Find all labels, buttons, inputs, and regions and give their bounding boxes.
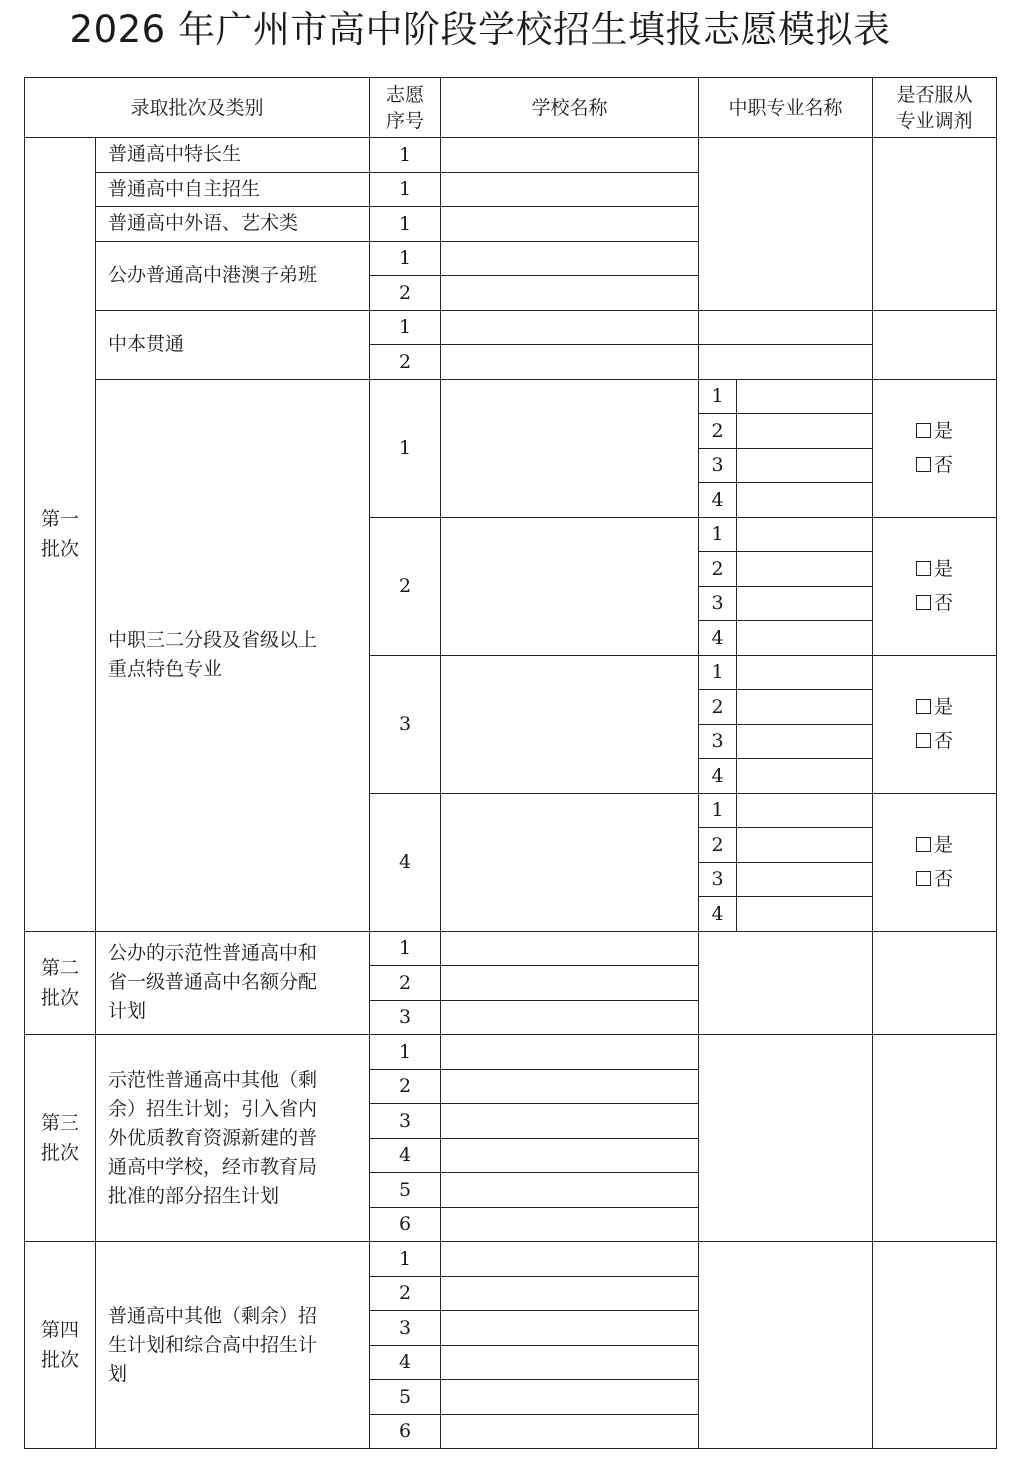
checkbox-no[interactable] [916, 457, 931, 472]
category-quota-line3: 计划 [108, 1000, 147, 1023]
category-third-line3: 外优质教育资源新建的普 [108, 1126, 318, 1149]
category-third-line5: 批准的部分招生计划 [108, 1184, 280, 1207]
option-no[interactable] [873, 586, 996, 620]
seq-number: 2 [370, 345, 441, 380]
seq-number: 2 [370, 517, 441, 655]
form-title: 2026 年广州市高中阶段学校招生填报志愿模拟表 [69, 8, 891, 51]
school-name-field[interactable] [441, 1207, 699, 1242]
category-vocational-line1: 中职三二分段及省级以上 [108, 629, 318, 651]
option-no[interactable] [873, 448, 996, 482]
option-yes[interactable] [873, 828, 996, 862]
batch-3-line2: 批次 [40, 1142, 79, 1164]
major-seq-number: 3 [699, 448, 737, 483]
school-name-field[interactable] [441, 1242, 699, 1277]
seq-number: 5 [370, 1173, 441, 1208]
category-fourth-line3: 划 [108, 1362, 128, 1385]
header-major: 中职专业名称 [699, 78, 873, 138]
category-specialty: 普通高中特长生 [96, 138, 370, 173]
major-name-field[interactable] [737, 655, 873, 690]
major-field-disabled [699, 138, 873, 311]
adjust-field-disabled [873, 931, 997, 1035]
category-language-art: 普通高中外语、艺术类 [96, 207, 370, 242]
school-name-field[interactable] [441, 1311, 699, 1346]
major-field-disabled [699, 931, 873, 1035]
seq-number: 1 [370, 310, 441, 345]
application-form-table [24, 77, 997, 1449]
major-seq-number: 1 [699, 379, 737, 414]
category-third-line1: 示范性普通高中其他（剩 [108, 1068, 318, 1091]
seq-number: 3 [370, 1000, 441, 1035]
major-name-field[interactable] [737, 897, 873, 932]
major-seq-number: 1 [699, 793, 737, 828]
category-vocational [96, 379, 370, 931]
school-name-field[interactable] [441, 345, 699, 380]
school-name-field[interactable] [441, 1414, 699, 1449]
header-category: 录取批次及类别 [25, 78, 370, 138]
major-seq-number: 2 [699, 690, 737, 725]
batch-2-line1: 第二 [40, 956, 79, 979]
header-seq [370, 78, 441, 138]
seq-number: 3 [370, 1311, 441, 1346]
major-name-field[interactable] [737, 586, 873, 621]
category-hkm: 公办普通高中港澳子弟班 [96, 241, 370, 310]
major-seq-number: 4 [699, 897, 737, 932]
seq-number: 4 [370, 793, 441, 931]
school-name-field[interactable] [441, 1069, 699, 1104]
option-yes-label: 是 [934, 420, 954, 442]
category-fourth-line2: 生计划和综合高中招生计 [108, 1333, 318, 1356]
batch-4-line1: 第四 [40, 1319, 79, 1341]
header-adjust [873, 78, 997, 138]
major-name-field[interactable] [737, 552, 873, 587]
major-seq-number: 4 [699, 483, 737, 518]
batch-2-label [25, 931, 96, 1035]
adjust-choice [873, 655, 997, 793]
option-yes-label: 是 [934, 558, 954, 580]
category-fourth [96, 1242, 370, 1449]
checkbox-no[interactable] [916, 871, 931, 886]
major-seq-number: 2 [699, 828, 737, 863]
major-name-field[interactable] [737, 414, 873, 449]
major-name-field[interactable] [699, 310, 873, 345]
category-vocational-line2: 重点特色专业 [108, 658, 223, 680]
batch-1-line2: 批次 [40, 538, 79, 561]
checkbox-no[interactable] [916, 595, 931, 610]
header-seq-line2: 序号 [386, 109, 425, 132]
major-name-field[interactable] [737, 448, 873, 483]
category-third [96, 1035, 370, 1242]
major-name-field[interactable] [737, 379, 873, 414]
option-no-label: 否 [934, 868, 954, 890]
major-name-field[interactable] [737, 724, 873, 759]
batch-4-line2: 批次 [40, 1349, 79, 1371]
school-name-field[interactable] [441, 1173, 699, 1208]
school-name-field[interactable] [441, 931, 699, 966]
seq-number: 6 [370, 1414, 441, 1449]
seq-number: 4 [370, 1138, 441, 1173]
option-no[interactable] [873, 862, 996, 896]
adjust-field-disabled [873, 1242, 997, 1449]
checkbox-yes[interactable] [916, 837, 931, 852]
adjust-choice [873, 379, 997, 517]
school-name-field[interactable] [441, 517, 699, 655]
batch-1-label [25, 138, 96, 932]
category-autonomous: 普通高中自主招生 [96, 172, 370, 207]
seq-number: 5 [370, 1380, 441, 1415]
school-name-field[interactable] [441, 310, 699, 345]
seq-number: 2 [370, 966, 441, 1001]
header-adjust-line1: 是否服从 [896, 83, 973, 106]
school-name-field[interactable] [441, 1035, 699, 1070]
seq-number: 1 [370, 241, 441, 276]
major-seq-number: 3 [699, 586, 737, 621]
school-name-field[interactable] [441, 1000, 699, 1035]
header-row [25, 78, 997, 138]
adjust-field-disabled [873, 1035, 997, 1242]
option-no-label: 否 [934, 592, 954, 614]
category-third-line2: 余）招生计划；引入省内 [108, 1097, 318, 1120]
seq-number: 3 [370, 655, 441, 793]
school-name-field[interactable] [441, 655, 699, 793]
seq-number: 1 [370, 207, 441, 242]
major-field-disabled [699, 1035, 873, 1242]
category-zhongben: 中本贯通 [96, 310, 370, 379]
school-name-field[interactable] [441, 241, 699, 276]
major-seq-number: 4 [699, 759, 737, 794]
school-name-field[interactable] [441, 172, 699, 207]
school-name-field[interactable] [441, 1380, 699, 1415]
seq-number: 2 [370, 276, 441, 311]
major-seq-number: 4 [699, 621, 737, 656]
option-yes-label: 是 [934, 834, 954, 856]
major-name-field[interactable] [737, 828, 873, 863]
category-fourth-line1: 普通高中其他（剩余）招 [108, 1304, 318, 1327]
school-name-field[interactable] [441, 793, 699, 931]
major-name-field[interactable] [737, 690, 873, 725]
seq-number: 6 [370, 1207, 441, 1242]
major-seq-number: 3 [699, 862, 737, 897]
seq-number: 3 [370, 1104, 441, 1139]
major-seq-number: 2 [699, 414, 737, 449]
school-name-field[interactable] [441, 207, 699, 242]
option-yes[interactable] [873, 414, 996, 448]
option-yes[interactable] [873, 690, 996, 724]
option-no-label: 否 [934, 454, 954, 476]
batch-4-label [25, 1242, 96, 1449]
seq-number: 4 [370, 1345, 441, 1380]
school-name-field[interactable] [441, 1104, 699, 1139]
major-name-field[interactable] [737, 621, 873, 656]
major-seq-number: 3 [699, 724, 737, 759]
category-quota-line1: 公办的示范性普通高中和 [108, 942, 318, 965]
category-quota [96, 931, 370, 1035]
checkbox-no[interactable] [916, 733, 931, 748]
major-name-field[interactable] [737, 862, 873, 897]
major-name-field[interactable] [737, 483, 873, 518]
category-quota-line2: 省一级普通高中名额分配 [108, 971, 318, 994]
seq-number: 1 [370, 172, 441, 207]
seq-number: 2 [370, 1069, 441, 1104]
school-name-field[interactable] [441, 138, 699, 173]
batch-1-line1: 第一 [40, 508, 79, 531]
seq-number: 1 [370, 379, 441, 517]
major-name-field[interactable] [699, 345, 873, 380]
option-yes-label: 是 [934, 696, 954, 718]
adjust-field-disabled [873, 310, 997, 379]
seq-number: 1 [370, 931, 441, 966]
major-seq-number: 1 [699, 517, 737, 552]
school-name-field[interactable] [441, 379, 699, 517]
major-name-field[interactable] [737, 517, 873, 552]
major-seq-number: 1 [699, 655, 737, 690]
header-school: 学校名称 [441, 78, 699, 138]
school-name-field[interactable] [441, 276, 699, 311]
category-third-line4: 通高中学校，经市教育局 [108, 1155, 318, 1178]
major-seq-number: 2 [699, 552, 737, 587]
adjust-choice [873, 517, 997, 655]
seq-number: 1 [370, 1242, 441, 1277]
seq-number: 1 [370, 1035, 441, 1070]
seq-number: 1 [370, 138, 441, 173]
adjust-field-disabled [873, 138, 997, 311]
checkbox-yes[interactable] [916, 699, 931, 714]
header-adjust-line2: 专业调剂 [896, 109, 973, 132]
checkbox-yes[interactable] [916, 423, 931, 438]
batch-3-line1: 第三 [40, 1112, 79, 1134]
batch-2-line2: 批次 [40, 986, 79, 1009]
major-field-disabled [699, 1242, 873, 1449]
checkbox-yes[interactable] [916, 561, 931, 576]
option-no-label: 否 [934, 730, 954, 752]
seq-number: 2 [370, 1276, 441, 1311]
major-name-field[interactable] [737, 793, 873, 828]
header-seq-line1: 志愿 [386, 83, 425, 106]
school-name-field[interactable] [441, 966, 699, 1001]
batch-3-label [25, 1035, 96, 1242]
school-name-field[interactable] [441, 1138, 699, 1173]
option-yes[interactable] [873, 552, 996, 586]
adjust-choice [873, 793, 997, 931]
school-name-field[interactable] [441, 1276, 699, 1311]
option-no[interactable] [873, 724, 996, 758]
major-name-field[interactable] [737, 759, 873, 794]
school-name-field[interactable] [441, 1345, 699, 1380]
